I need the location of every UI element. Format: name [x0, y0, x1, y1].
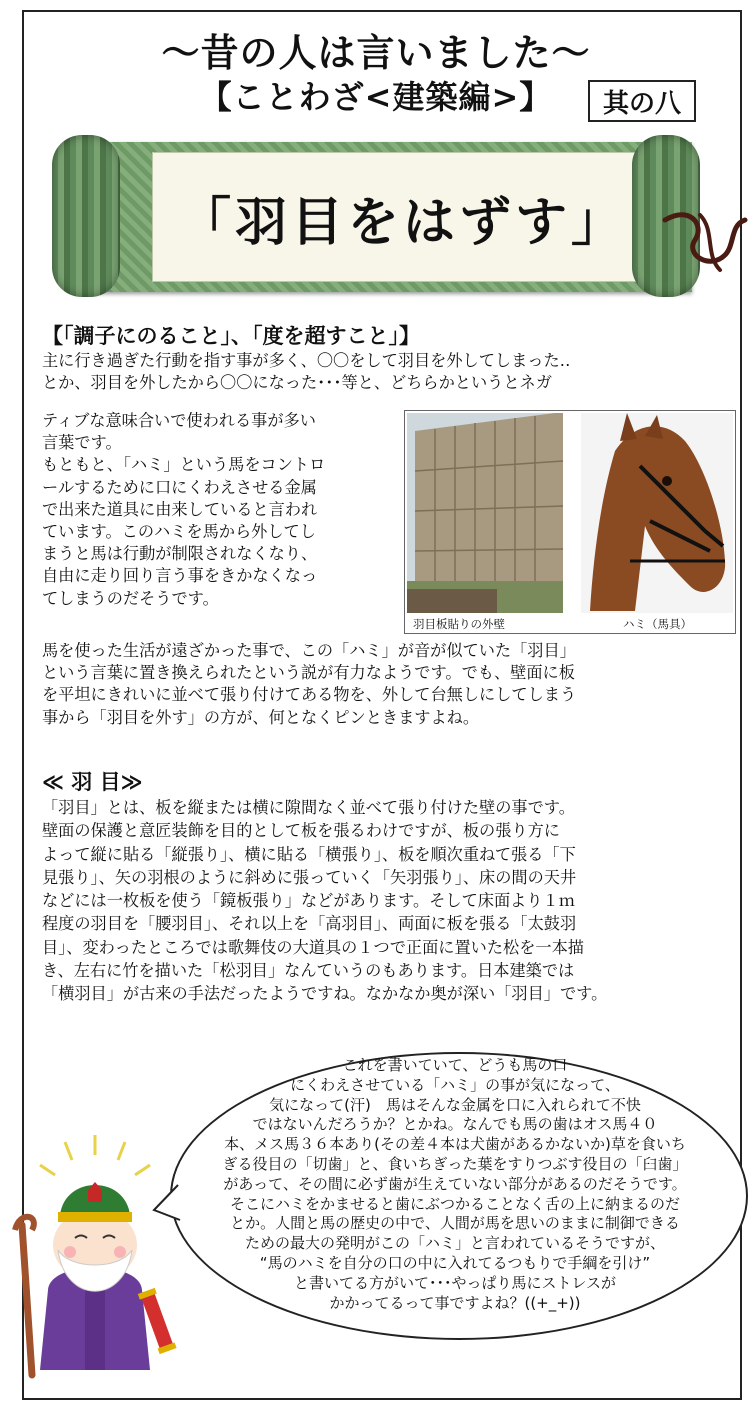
- bubble-line: ための最大の発明がこの「ハミ」と言われているそうですが、: [244, 1234, 665, 1253]
- text-line: ールするために口にくわえさせる金属: [42, 477, 317, 497]
- text-line: という言葉に置き換えられたという説が有力なようです。でも、壁面に板: [42, 663, 575, 683]
- cane-icon: [22, 1225, 32, 1375]
- section2-body: [42, 796, 742, 1006]
- text-line: まうと馬は行動が制限されなくなり、: [42, 544, 318, 564]
- page-subtitle: 【ことわざ<建築編>】: [199, 78, 553, 116]
- bubble-text: [150, 1056, 752, 1313]
- bubble-line: そこにハミをかませると歯にぶつかることなく舌の上に納まるのだ: [229, 1194, 680, 1213]
- text-line: 馬を使った生活が遠ざかった事で、この「ハミ」が音が似ていた「羽目」: [42, 641, 576, 660]
- scroll-roll-left: [52, 135, 120, 297]
- fence: [407, 589, 497, 613]
- bubble-line: ぎる役目の「切歯」と、食いちぎった葉をすりつぶす役目の「臼歯」: [222, 1154, 688, 1173]
- text-line: てしまうのだそうです。: [42, 588, 219, 608]
- text-line: とか、羽目を外したから〇〇になった･･･等と、どちらかというとネガ: [42, 373, 552, 393]
- sage-mascot-icon: [10, 1130, 180, 1380]
- bubble-line: 本、メス馬３６本あり(その差４本は犬歯があるかないか)草を食いち: [224, 1135, 686, 1154]
- text-line: を平坦にきれいに並べて張り付けてある物を、外して台無しにしてしまう: [42, 685, 577, 705]
- bubble-line: かかってるって事ですよね？((+_+)): [329, 1293, 581, 1312]
- caption-left: 羽目板貼りの外壁: [413, 617, 505, 631]
- caption-right: ハミ（馬具）: [623, 617, 692, 631]
- text-line: き、左右に竹を描いた「松羽目」なんていうのもあります。日本建築では: [42, 961, 575, 981]
- text-line: ティブな意味合いで使われる事が多い: [42, 411, 316, 430]
- bubble-line: 気になって(汗) 馬はそんな金属を口に入れられて不快: [269, 1095, 641, 1114]
- scroll-paper: [92, 142, 692, 292]
- photo-illustrations: [405, 411, 735, 633]
- text-line: 程度の羽目を「腰羽目」、それ以上を「高羽目」、両面に板を張る「太鼓羽: [42, 914, 577, 934]
- text-line: 自由に走り回り言う事をきかなくなっ: [42, 566, 318, 586]
- text-line: もともと、「ハミ」という馬をコントロ: [42, 455, 326, 475]
- text-line: 事から「羽目を外す」の方が、何となくピンときますよね。: [42, 707, 480, 727]
- text-line: ています。このハミを馬から外してし: [42, 522, 316, 542]
- bubble-line: ではないんだろうか？とかね。なんでも馬の歯はオス馬４０: [252, 1115, 658, 1134]
- bubble-line: “馬のハミを自分の口の中に入れてるつもりで手綱を引け”: [259, 1253, 651, 1272]
- text-line: で出来た道具に由来していると言われ: [42, 499, 318, 519]
- scroll-inner: [152, 152, 654, 282]
- scroll-cord-icon: [660, 200, 750, 280]
- page-title: ～昔の人は言いました～: [161, 31, 591, 75]
- bubble-line: これを書いていて、どうも馬の口: [342, 1056, 568, 1074]
- bubble-line: と書いてる方がいて･･･やっぱり馬にストレスが: [293, 1273, 617, 1292]
- text-line: よって縦に貼る「縦張り」、横に貼る「横張り」、板を順次重ねて張る「下: [42, 844, 576, 864]
- text-line: 見張り」、矢の羽根のように斜めに張っていく「矢羽張り」、床の間の天井: [42, 867, 577, 887]
- text-line: 主に行き過ぎた行動を指す事が多く、〇〇をして羽目を外してしまった‥: [42, 351, 571, 370]
- section1-body: [42, 410, 402, 610]
- section1-intro: [42, 350, 742, 394]
- bubble-line: とか。人間と馬の歴史の中で、人間が馬を思いのままに制御できる: [230, 1214, 680, 1233]
- bubble-line: があって、その間に必ず歯が生えていない部分があるのだそうです。: [223, 1174, 687, 1193]
- photo-panel: [404, 410, 736, 634]
- bubble-line: にくわえさせている「ハミ」の事が気になって、: [290, 1075, 620, 1094]
- section2-heading: ≪ 羽 目≫: [42, 770, 143, 794]
- text-line: 壁面の保護と意匠装飾を目的として板を張るわけですが、板の張り方に: [42, 821, 560, 841]
- text-line: 目」、変わったところでは歌舞伎の大道具の１つで正面に置いた松を一本描: [42, 937, 584, 957]
- text-line: 「横羽目」が古来の手法だったようですね。なかなか奥が深い「羽目」です。: [42, 984, 608, 1004]
- text-line: 言葉です。: [42, 433, 122, 453]
- text-line: 「羽目」とは、板を縦または横に隙間なく並べて張り付けた壁の事です。: [42, 798, 575, 817]
- proverb-phrase: 「羽目をはずす」: [178, 192, 627, 253]
- text-line: などには一枚板を使う「鏡板張り」などがあります。そして床面より１ｍ: [42, 891, 575, 911]
- issue-badge: 其の八: [588, 80, 696, 122]
- section1-conclusion: [42, 640, 742, 729]
- section1-heading: 【「調子にのること」、「度を超すこと」】: [42, 324, 420, 348]
